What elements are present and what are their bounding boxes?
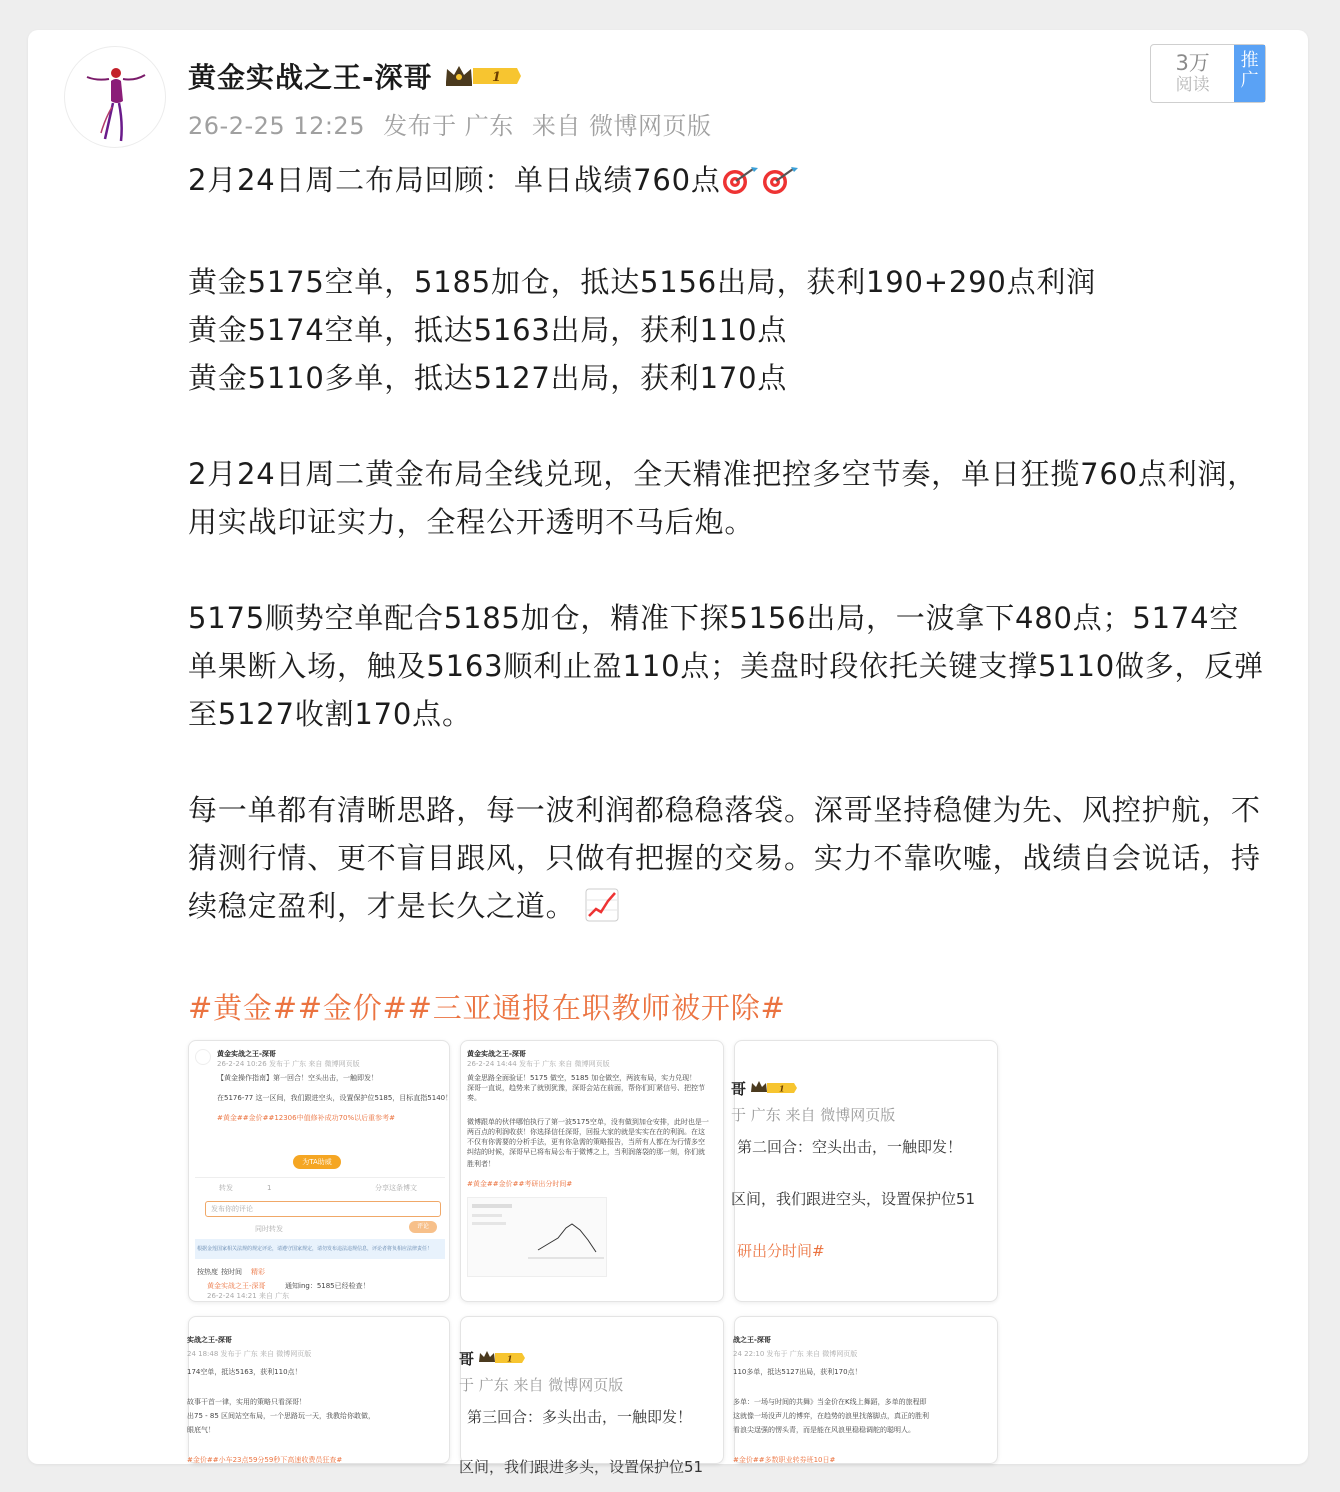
image-thumbnail-1[interactable]: 黄金实战之王-深哥 26-2-24 10:26 发布于 广东 来自 微博网页版 【黄金操作指南】第一回合！空头出击，一触即发！ 在5176-77 这一区间，我们跟进空头，设置保护位5185，目标直指5140！ #黄金##金价##12306中值修补成功70%以后重参考# 为TA助威 转发 1 分享这条博文 发布你的评论 同时转发 评论 根据金莲国家相关法规的规定评论，请遵守国家规定，请勿发布违法违规信息，评论者将负相应法律责任！ 按热度 按时间 精彩 黄金实战之王-深哥 通知ing：5185已经检查！ 26-2-24 14:21 来自 广东 bbox=[188, 1040, 450, 1302]
post-card bbox=[28, 30, 1308, 1476]
image-thumbnail-3[interactable]: 哥 1 于 广东 来自 微博网页版 第二回合：空头出击，一触即发！ 区间，我们跟进空头，设置保护位51 研出分时间# bbox=[734, 1040, 998, 1302]
paragraph: 2月24日周二黄金布局全线兑现，全天精准把控多空节奏，单日狂揽760点利润，用实战印证实力，全程公开透明不马后炮。 bbox=[188, 457, 1258, 539]
post-meta bbox=[188, 106, 722, 141]
trade-line: 黄金5175空单，5185加仓，抵达5156出局，获利190+290点利润 bbox=[188, 265, 1097, 299]
svg-text:1: 1 bbox=[507, 1353, 513, 1364]
avatar[interactable] bbox=[64, 46, 166, 148]
target-icon bbox=[761, 162, 801, 210]
svg-text:1: 1 bbox=[779, 1083, 785, 1094]
paragraph: 每一单都有清晰思路，每一波利润都稳稳落袋。深哥坚持稳健为先、风控护航，不猜测行情、更不盲目跟风，只做有把握的交易。实力不靠吹嘘，战绩自会说话，持续稳定盈利，才是长久之道。 bbox=[188, 786, 1268, 936]
chart-increasing-icon bbox=[585, 888, 619, 936]
target-icon bbox=[721, 162, 761, 210]
trade-line: 黄金5110多单，抵达5127出局，获利170点 bbox=[188, 361, 788, 395]
read-stats bbox=[1150, 44, 1266, 103]
dancer-logo-icon bbox=[65, 47, 167, 149]
promote-button[interactable]: 推广 bbox=[1234, 45, 1265, 102]
image-thumbnail-5[interactable]: 哥 1 于 广东 来自 微博网页版 第三回合：多头出击，一触即发！ 区间，我们跟进多头，设置保护位51 bbox=[460, 1316, 724, 1464]
topic-links[interactable]: #黄金##金价##三亚通报在职教师被开除# bbox=[188, 991, 786, 1025]
trade-line: 黄金5174空单，抵达5163出局，获利110点 bbox=[188, 313, 788, 347]
crown-icon bbox=[477, 1349, 525, 1367]
post-body bbox=[188, 156, 1268, 1032]
image-thumbnail-4[interactable]: 实战之王-深哥 24 18:48 发布于 广东 来自 微博网页版 174空单，抵达5163，获利110点！ 故事干首一律，实用的策略只看深哥！ 出75 - 85 区间站空布局，一个思路玩一天，我教给你敢做， 眼底气！ #金价##小车23点59分59秒下高速收费员狂查# bbox=[188, 1316, 450, 1464]
post-location: 发布于 广东 bbox=[383, 112, 514, 140]
post-headline: 2月24日周二布局回顾：单日战绩760点 bbox=[188, 156, 1268, 210]
read-label: 阅读 bbox=[1175, 75, 1210, 95]
paragraph: 5175顺势空单配合5185加仓，精准下探5156出局，一波拿下480点；5174空单果断入场，触及5163顺利止盈110点；美盘时段依托关键支撑5110做多，反弹至5127收割170点。 bbox=[188, 601, 1264, 731]
read-count: 3万 bbox=[1175, 51, 1210, 75]
crown-icon[interactable] bbox=[443, 62, 521, 90]
image-thumbnail-2[interactable]: 黄金实战之王-深哥 26-2-24 14:44 发布于 广东 来自 微博网页版 黄金思路全面验证！5175 做空，5185 加仓做空，两波布局，实力兑现！ 深哥一直说，趋势来了就别犹豫，深哥会站在前面，帮你们盯紧信号、把控节 奏。 微博跟单的伙伴哪怕执行了第一波5175空单，没有做到加仓安排，此时也是一 两百点的利润收获！你选择信任深哥，回报大家的就是实实在在的利润。在这 不仅有你需要的分析手法，更有你急需的策略报告，当所有人都在为行情多空 纠结的时候，深哥早已将布局公布于微博之上，当利润落袋的那一刻，你们就 胜利者！ #黄金##金价##考研出分时间# bbox=[460, 1040, 724, 1302]
badge-level: 1 bbox=[491, 70, 501, 85]
chart-screenshot bbox=[467, 1197, 607, 1277]
author-name[interactable]: 黄金实战之王-深哥 bbox=[188, 61, 433, 94]
crown-icon bbox=[749, 1079, 797, 1097]
post-time[interactable]: 26-2-25 12:25 bbox=[188, 112, 365, 140]
image-thumbnail-6[interactable]: 战之王-深哥 24 22:10 发布于 广东 来自 微博网页版 110多单，抵达5127出局，获利170点！ 多单：一场与时间的共舞》当金价在K线上舞蹈，多单的旅程即 这就像一场没声儿的博弈，在趋势的浪里找落脚点，真正的胜利 看浪尖逞强的愣头青，而是能在风浪里稳稳调舵的聪明人。 #金价##多数职业转券班10日# bbox=[734, 1316, 998, 1464]
post-source: 来自 微博网页版 bbox=[531, 112, 712, 140]
